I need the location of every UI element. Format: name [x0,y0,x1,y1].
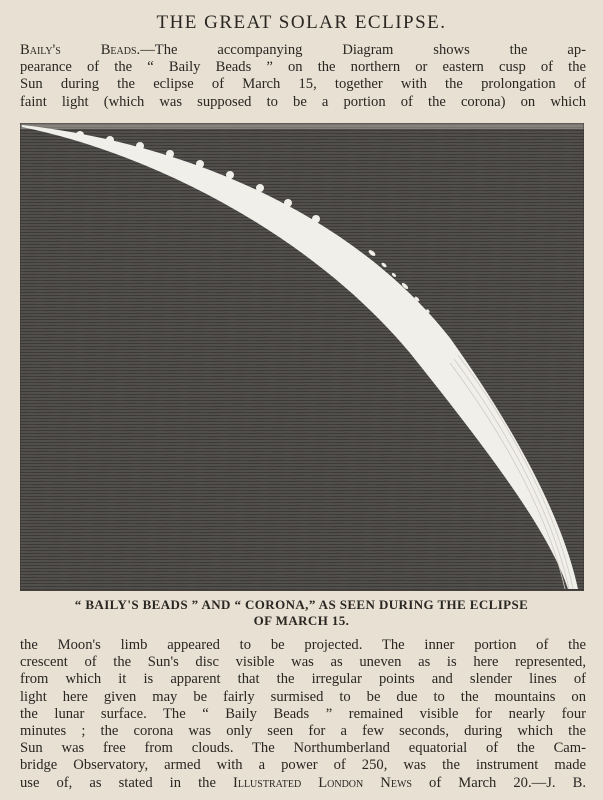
body-line-4: light here given may be fairly surmised to be due to the mountains on [20,688,586,705]
body-line-3: from which it is apparent that the irregular points and slender lines of [20,671,586,688]
eclipse-engraving [20,123,584,591]
publication-name: Illustrated London News [232,774,412,791]
section-heading: Baily's Beads. [20,42,141,58]
body-line-2: crescent of the Sun's disc visible was as uneven as is here represented, [20,654,586,671]
article-title: THE GREAT SOLAR ECLIPSE. [156,12,447,33]
body-line-9: use of, as stated in the Illustrated London News of March 20.—J. B. [20,774,586,791]
eclipse-illustration [20,123,584,591]
intro-line-1: Baily's Beads.—The accompanying Diagram shows the ap- [20,42,586,58]
body-line-1: the Moon's limb appeared to be projected. The inner portion of the [20,637,586,653]
caption-line-2: OF MARCH 15. [253,613,350,628]
intro-line-3: Sun during the eclipse of March 15, together with the prolongation of [20,76,586,93]
figure-caption [0,597,603,629]
body-line-8: bridge Observatory, armed with a power of 250, was the instrument made [20,757,586,774]
body-paragraph [20,637,586,792]
body-line-5: the lunar surface. The “ Baily Beads ” remained visible for nearly four [20,705,586,722]
intro-line-4: faint light (which was supposed to be a portion of the corona) on which [20,93,586,110]
intro-line-2: pearance of the “ Baily Beads ” on the northern or eastern cusp of the [20,59,586,76]
body-line-7: Sun was free from clouds. The Northumberland equatorial of the Cam- [20,740,586,757]
body-line-6: minutes ; the corona was only seen for a few seconds, during which the [20,723,586,740]
caption-line-1: “ BAILY'S BEADS ” AND “ CORONA,” AS SEEN DURING THE ECLIPSE [74,597,529,612]
intro-paragraph [20,42,586,111]
